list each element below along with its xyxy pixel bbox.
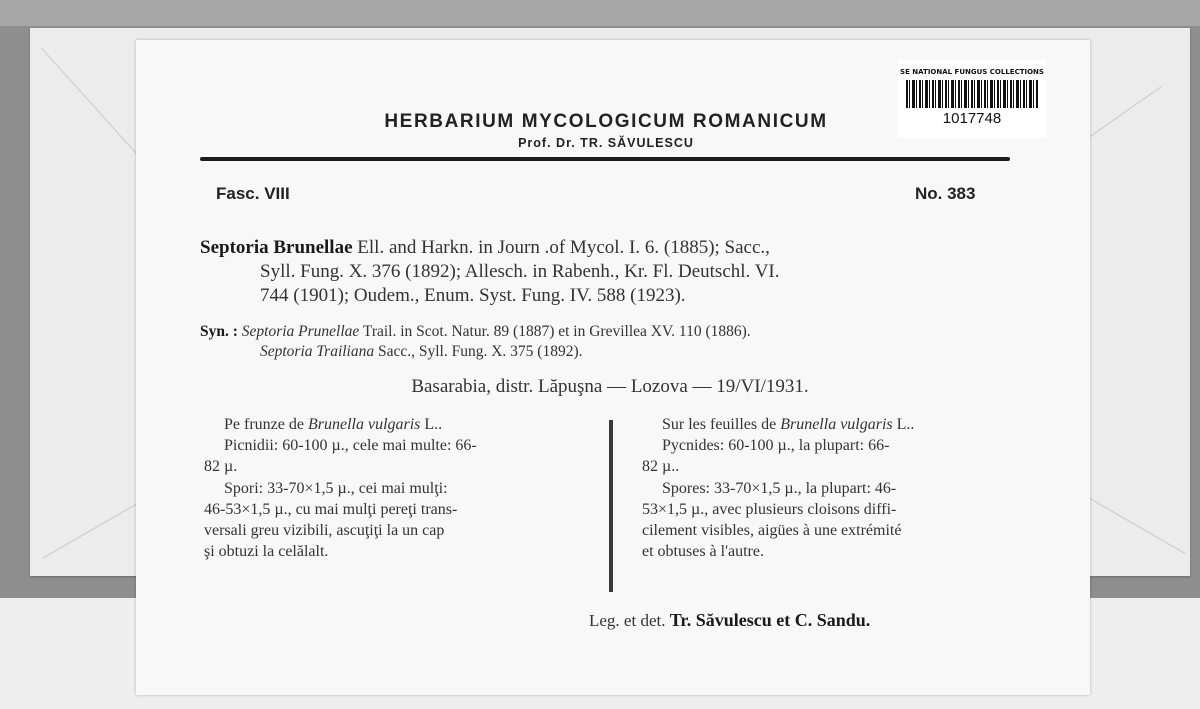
locality: Basarabia, distr. Lăpuşna — Lozova — 19/VI/1931. xyxy=(411,376,809,397)
header-divider xyxy=(200,157,1010,161)
herbarium-subtitle: Prof. Dr. TR. SĂVULESCU xyxy=(518,136,694,150)
ro-line-4: Spori: 33-70×1,5 µ., cei mai mulţi: xyxy=(224,479,448,497)
description-french xyxy=(642,414,1012,562)
fr-line-7: et obtuses à l'autre. xyxy=(642,543,764,561)
ro-line-6: versali greu vizibili, ascuţiţi la un cap xyxy=(204,522,445,540)
collector-names: Tr. Săvulescu et C. Sandu. xyxy=(669,610,871,630)
fr-line-5: 53×1,5 µ., avec plusieurs cloisons diffi- xyxy=(642,500,897,518)
taxon-name: Septoria Brunellae xyxy=(200,237,353,258)
barcode-icon xyxy=(906,80,1038,108)
fascicle-number: Fasc. VIII xyxy=(216,184,290,203)
taxon-citation xyxy=(200,236,1030,308)
barcode-number: 1017748 xyxy=(942,110,1002,127)
citation-line-1: Septoria Brunellae Ell. and Harkn. in Journ .of Mycol. I. 6. (1885); Sacc., xyxy=(200,237,770,258)
envelope-fold-bottom-right xyxy=(1090,498,1186,554)
collector-prefix: Leg. et det. xyxy=(589,611,670,630)
fr-line-1: Sur les feuilles de Brunella vulgaris L.. xyxy=(662,416,915,433)
barcode-label xyxy=(898,60,1046,138)
ro-line-1: Pe frunze de Brunella vulgaris L.. xyxy=(224,416,443,433)
herbarium-title: HERBARIUM MYCOLOGICUM ROMANICUM xyxy=(384,111,828,132)
fr-line-2: Pycnides: 60-100 µ., la plupart: 66- xyxy=(662,437,890,455)
column-divider xyxy=(609,420,613,592)
fr-line-6: cilement visibles, aigües à une extrémité xyxy=(642,522,902,540)
barcode-caption: SE NATIONAL FUNGUS COLLECTIONS xyxy=(900,68,1044,76)
citation-line-2: Syll. Fung. X. 376 (1892); Allesch. in Rabenh., Kr. Fl. Deutschl. VI. xyxy=(260,261,780,282)
fr-line-3: 82 µ.. xyxy=(642,458,680,476)
synonyms-label: Syn. : xyxy=(200,323,238,340)
fr-line-4: Spores: 33-70×1,5 µ., la plupart: 46- xyxy=(662,479,897,497)
ro-line-5: 46-53×1,5 µ., cu mai mulţi pereţi trans- xyxy=(204,500,458,518)
synonym-line-1: Syn. : Septoria Prunellae Trail. in Scot. Natur. 89 (1887) et in Grevillea XV. 110 (1886). xyxy=(200,323,751,340)
synonym-name-1: Septoria Prunellae xyxy=(241,323,360,340)
citation-line-3: 744 (1901); Oudem., Enum. Syst. Fung. IV. 588 (1923). xyxy=(260,285,686,306)
ro-line-3: 82 µ. xyxy=(204,458,238,476)
synonyms xyxy=(200,322,1030,362)
host-name: Brunella vulgaris xyxy=(780,416,893,433)
ro-line-2: Picnidii: 60-100 µ., cele mai multe: 66- xyxy=(224,437,477,455)
ro-line-7: şi obtuzi la celălalt. xyxy=(204,543,329,561)
description-romanian xyxy=(204,414,574,562)
collector-line xyxy=(589,610,1009,631)
host-name: Brunella vulgaris xyxy=(307,416,421,433)
specimen-number: No. 383 xyxy=(915,184,976,203)
synonym-name-2: Septoria Trailiana xyxy=(260,343,375,360)
envelope-fold-bottom-left xyxy=(42,498,146,559)
synonym-line-2: Septoria Trailiana Sacc., Syll. Fung. X. 375 (1892). xyxy=(260,343,583,360)
